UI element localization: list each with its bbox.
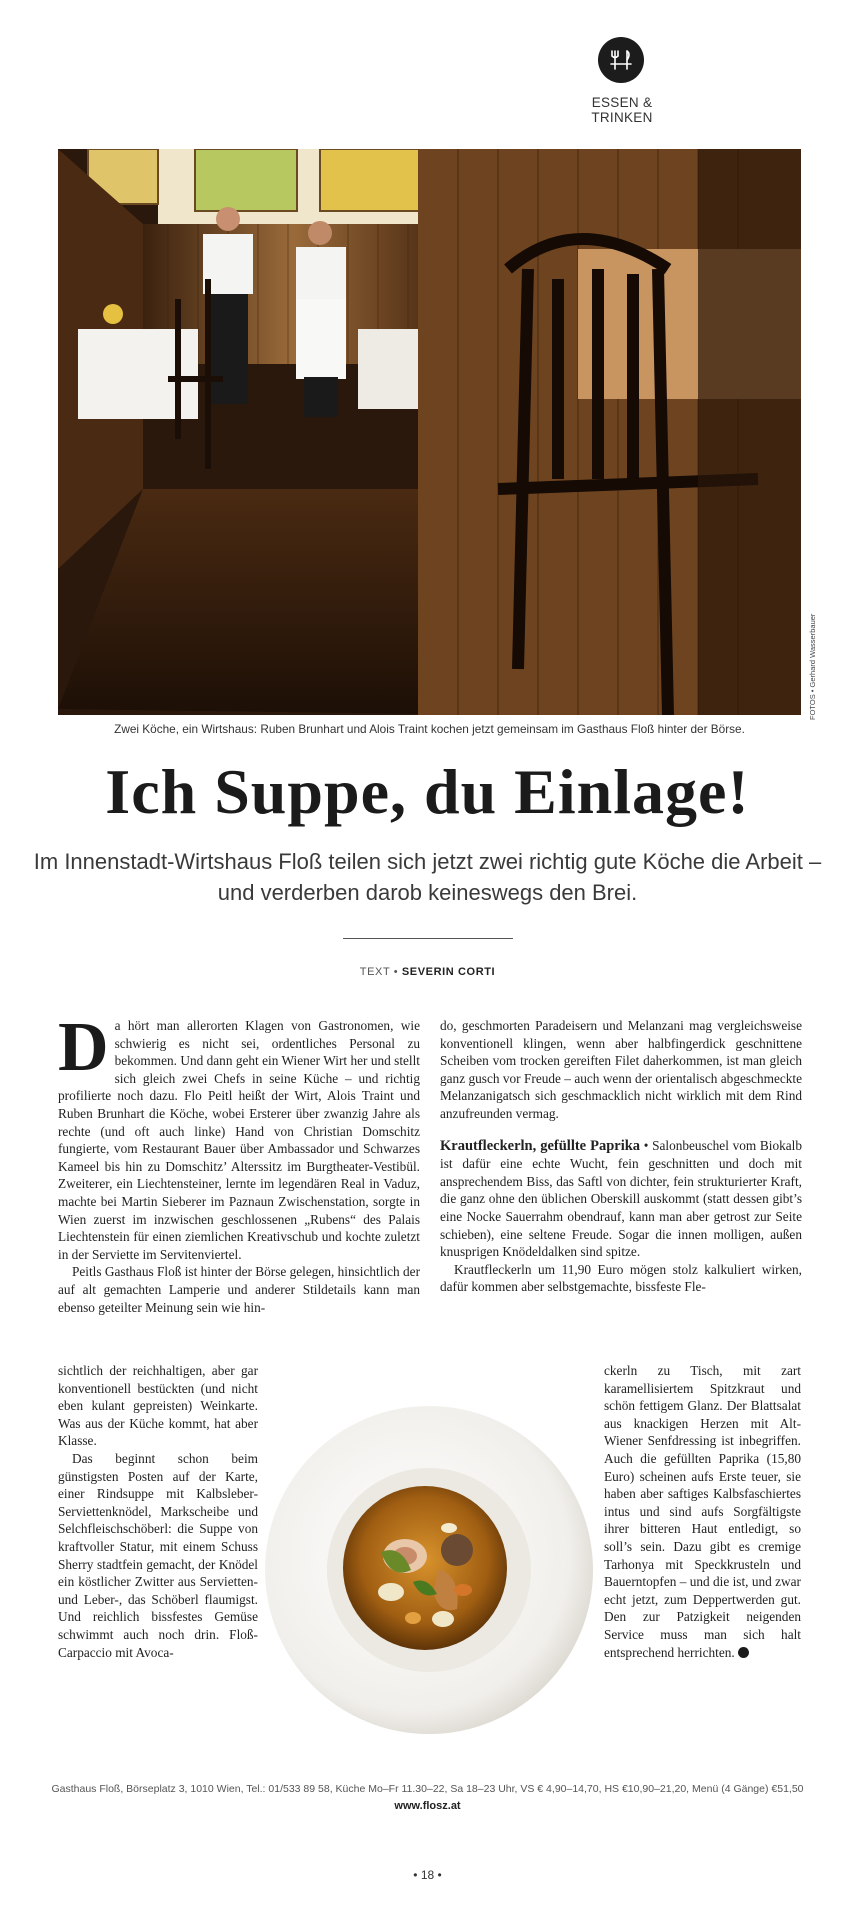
photo-caption: Zwei Köche, ein Wirtshaus: Ruben Brunhart und Alois Traint kochen jetzt gemeinsam im Gasthaus Floß hinter der Börse. xyxy=(114,722,745,736)
photo-credit: FOTOS • Gerhard Wasserbauer xyxy=(808,613,817,720)
section-subheading: Krautfleckerln, gefüllte Paprika xyxy=(440,1137,641,1154)
paragraph-3: Das beginnt schon beim günstigsten Posten auf der Karte, einer Rindsuppe mit Kalbsleber-Serviettenknödel, Markscheibe und Selchfleischschöberl: die Suppe von kraftvoller Statur, mit einem Schuss Sherry stadtfein gemacht, der Knödel ein köstlicher Zwitter aus Servietten- und Leber-, das Schöberl flaumigst. Und reichlich bissfestes Gemüse schwimmt auch noch drin. Floß-Carpaccio mit Avoca- xyxy=(58,1450,258,1660)
subheadline: Im Innenstadt-Wirtshaus Floß teilen sich jetzt zwei richtig gute Köche die Arbeit – und verderben darob keineswegs den Brei. xyxy=(33,849,822,905)
byline xyxy=(300,966,555,978)
article-column-left-wrap xyxy=(58,1362,258,1661)
end-mark-icon xyxy=(738,1647,749,1658)
divider xyxy=(343,938,513,939)
paragraph-4: do, geschmorten Paradeisern und Melanzani mag vergleichsweise konventionell klingen, wenn aber halbfingerdick geschnittene Scheiben vom trocken gereiften Filet daherkommen, ist man gleich ganz gusch vor Freude – auch wenn der orientalisch abgeschmeckte Melanzanigatsch sich geschmacklich nicht wirklich mit dem Rind anzufreunden vermag. xyxy=(440,1018,802,1121)
paragraph-5: Krautfleckerln, gefüllte Paprika • Salonbeuschel vom Biokalb ist dafür eine echte Wucht, fein geschnitten und doch mit ansprechendem Biss, das Saftl von dichter, fein strukturierter Kraft, die ganz ohne den üblichen Oberskill auskommt (statt dessen gibt’s eine Nocke Sauerrahm obendrauf, kann man aber getrost zur Seite schieben), eine seltene Freude. Sogar die innen molligen, außen knusprigen Knödeldalken sind spitze. xyxy=(440,1137,803,1260)
website-link[interactable]: www.flosz.at xyxy=(394,1800,461,1812)
article-column-left xyxy=(58,1009,420,1316)
paragraph-2: Peitls Gasthaus Floß ist hinter der Börse gelegen, hinsichtlich der auf alt gemachten Lamperie und anderer Stildetails kann man ebenso geteilter Meinung sein wie hin- xyxy=(58,1264,420,1315)
paragraph-6-continued: ckerln zu Tisch, mit zart karamellisiertem Spitzkraut und schön fettigem Glanz. Der Blattsalat aus knackigen Herzen mit Alt-Wiener Senfdressing ist inbegriffen. Auch die gefüllten Paprika (15,80 Euro) scheinen aufs Erste teuer, sie haben aber saftiges Kalbsfaschiertes intus und sind aufs Sorgfältigste ihrer bitteren Haut entledigt, so soll’s sein. Dazu gibt es cremige Tarhonya mit Speckkrusteln und Bauerntopfen – und die ist, und zwar echt jetzt, zum Deppertwerden gut. Den zur Patzigkeit neigenden Service muss man sich halt entsprechend herrichten. xyxy=(604,1363,801,1660)
paragraph-2-continued: sichtlich der reichhaltigen, aber gar konventionell bestückten (und nicht eben kulant gepreisten) Weinkarte. Was aus der Küche kommt, hat aber Klasse. xyxy=(58,1363,258,1449)
fork-knife-icon xyxy=(598,37,644,83)
section-label: ESSEN & TRINKEN xyxy=(591,95,653,125)
drop-cap: D xyxy=(58,1009,109,1086)
restaurant-photo xyxy=(58,149,801,715)
restaurant-info: Gasthaus Floß, Börseplatz 3, 1010 Wien, Tel.: 01/533 89 58, Küche Mo–Fr 11.30–22, Sa 18–23 Uhr, VS € 4,90–14,70, HS €10,90–21,20, Menü (4 Gänge) €51,50 xyxy=(51,1783,804,1795)
article-column-right-wrap xyxy=(604,1362,801,1661)
paragraph-5-text: Salonbeuschel vom Biokalb ist dafür eine echte Wucht, fein geschnitten und doch mit ansprechendem Biss, das Saftl von dichter, fein strukturierter Kraft, die ganz ohne den üblichen Oberskill auskommt (statt dessen gibt’s eine Nocke Sauerrahm obendrauf, kann man aber getrost zur Seite schieben), eine seltene Freude. Sogar die innen molligen, außen knusprigen Knödeldalken sind spitze. xyxy=(440,1137,803,1260)
article-column-right xyxy=(440,1017,802,1296)
page-number: • 18 • xyxy=(413,1868,442,1882)
page-title: Ich Suppe, du Einlage! xyxy=(105,756,750,827)
byline-author: SEVERIN CORTI xyxy=(401,966,496,978)
paragraph-1: a hört man allerorten Klagen von Gastronomen, wie schwierig es nicht sei, ordentliches Personal zu bekommen. Und dann geht ein Wiener Wirt her und stellt sich gleich zwei Chefs in seine Küche – und richtig profilierte noch dazu. Flo Peitl heißt der Wirt, Alois Traint und Ruben Brunhart die Köche, wobei Ersterer über zwanzig Jahre als rechte (und oft auch linke) Hand von Christian Domschitz fungierte, vom Restaurant Bauer über Ambassador und Schwarzes Kameel bis hin zu Domschitz’ Alterssitz im Burgtheater-Vestibül. Zweiterer, ein Liechtensteiner, lernte im legendären Real in Vaduz, machte bei Martin Sieberer im Paznaun Zwischenstation, sorgte in Wien zuerst im inzwischen geschlossenen „Rubens“ des Palais Liechtenstein für einen ziemlichen Kreativschub und kochte zuletzt in der Serviette im Servitenviertel. xyxy=(58,1018,420,1262)
paragraph-6: Krautfleckerln um 11,90 Euro mögen stolz kalkuliert wirken, dafür kommen aber selbstgemachte, bissfeste Fle- xyxy=(440,1261,802,1295)
soup-dish-photo xyxy=(263,1404,595,1736)
byline-prefix: TEXT • xyxy=(359,966,399,978)
